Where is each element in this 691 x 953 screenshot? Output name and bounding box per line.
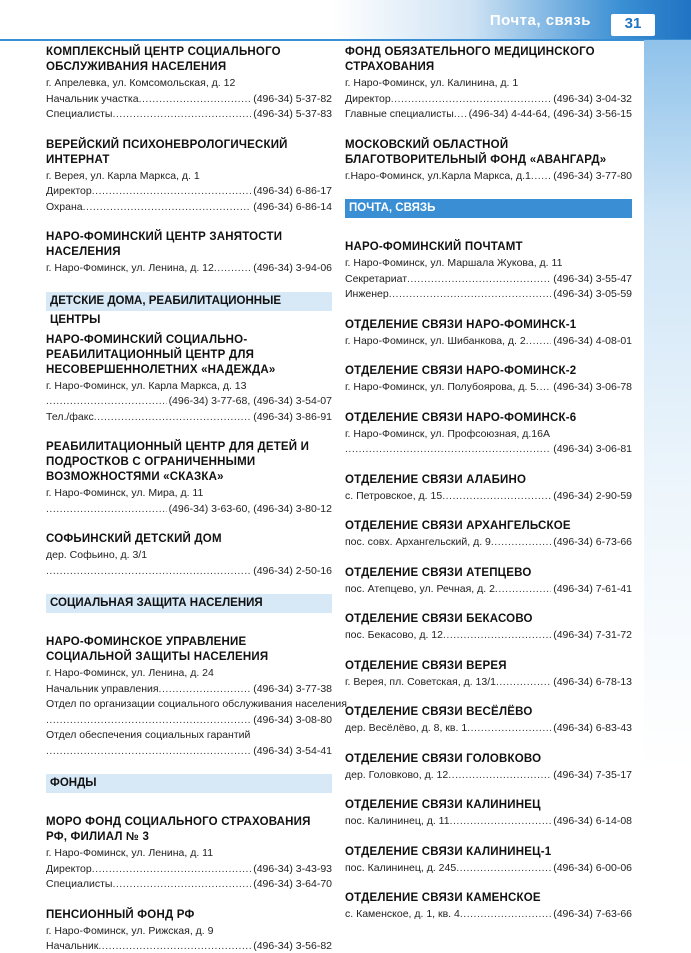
dot-leader [536, 380, 551, 396]
phone-number: (496-34) 2-50-16 [253, 564, 332, 577]
phone-number: (496-34) 5-37-82 [253, 92, 332, 105]
organization-entry [345, 473, 632, 505]
organization-title: КОМПЛЕКСНЫЙ ЦЕНТР СОЦИАЛЬНОГО ОБСЛУЖИВАНИЯ НАСЕЛЕНИЯ [46, 46, 281, 73]
directory-block [345, 240, 632, 923]
contact-label: г. Наро-Фоминск, ул. Полубоярова, д. 5 [345, 381, 537, 393]
phone-number: (496-34) 7-63-66 [553, 908, 632, 920]
organization-entry [46, 138, 332, 216]
dot-leader [46, 502, 167, 518]
organization-title: МОСКОВСКИЙ ОБЛАСТНОЙ БЛАГОТВОРИТЕЛЬНЫЙ ФОНД «АВАНГАРД» [345, 138, 607, 166]
contact-label: г.Наро-Фоминск, ул.Карла Маркса, д.1 [345, 169, 531, 182]
organization-entry [345, 364, 632, 396]
contact-label: пос. Бекасово, д. 12 [345, 629, 443, 641]
contact-label: дер. Головково, д. 12 [345, 768, 449, 781]
organization-title: ОТДЕЛЕНИЕ СВЯЗИ НАРО-ФОМИНСК-6 [345, 411, 577, 424]
dot-leader [46, 394, 167, 410]
dot-leader [92, 184, 251, 200]
organization-address: г. Наро-Фоминск, ул. Ленина, д. 11 [46, 847, 214, 859]
dot-leader [456, 861, 551, 877]
phone-number: (496-34) 3-08-80 [253, 713, 332, 726]
phone-number: (496-34) 6-83-43 [553, 722, 632, 734]
organization-entry [345, 45, 632, 123]
phone-number: (496-34) 3-04-32 [553, 92, 632, 105]
contact-label: Охрана [46, 200, 83, 213]
contact-label: Директор [46, 185, 92, 197]
organization-entry [345, 752, 632, 784]
organization-title: ФОНД ОБЯЗАТЕЛЬНОГО МЕДИЦИНСКОГО СТРАХОВАНИЯ [345, 46, 595, 73]
dot-leader [495, 582, 551, 598]
contact-line [46, 682, 332, 698]
phone-number: (496-34) 6-14-08 [553, 815, 632, 827]
left-column [46, 45, 347, 953]
contact-line [345, 442, 632, 458]
directory-block [46, 815, 332, 953]
phone-number: (496-34) 3-64-70 [253, 878, 332, 890]
dot-leader [448, 768, 551, 784]
contact-line [345, 907, 632, 923]
contact-line [46, 184, 332, 200]
directory-block [46, 333, 332, 580]
directory-block [46, 45, 332, 277]
dot-leader [389, 287, 552, 303]
contact-label: пос. Калининец, д. 245 [345, 861, 457, 874]
contact-line [46, 939, 332, 953]
contact-line [345, 287, 632, 303]
contact-line [345, 107, 632, 123]
dot-leader [491, 535, 551, 551]
phone-number: (496-34) 3-43-93 [253, 862, 332, 875]
dot-leader [460, 907, 551, 923]
organization-entry [46, 45, 332, 123]
contact-line [345, 489, 632, 505]
phone-number: (496-34) 5-37-83 [253, 108, 332, 120]
dot-leader [159, 682, 252, 698]
contact-line [345, 535, 632, 551]
dot-leader [46, 564, 251, 580]
contact-line [345, 675, 632, 691]
phone-number: (496-34) 2-90-59 [553, 489, 632, 502]
dot-leader [531, 169, 551, 185]
dot-leader [92, 862, 251, 878]
organization-entry [46, 333, 332, 426]
contact-line [46, 410, 332, 426]
contact-label: Начальник управления [46, 682, 159, 695]
phone-number: (496-34) 3-86-91 [253, 410, 332, 423]
contact-line [46, 261, 332, 277]
organization-title: РЕАБИЛИТАЦИОННЫЙ ЦЕНТР ДЛЯ ДЕТЕЙ И ПОДРОСТКОВ С ОГРАНИЧЕННЫМИ ВОЗМОЖНОСТЯМИ «СКАЗКА» [46, 441, 310, 483]
organization-address: г. Наро-Фоминск, ул. Мира, д. 11 [46, 487, 204, 499]
phone-number: (496-34) 3-55-47 [553, 272, 632, 285]
organization-entry [345, 845, 632, 877]
organization-title: НАРО-ФОМИНСКИЙ СОЦИАЛЬНО-РЕАБИЛИТАЦИОННЫЙ ЦЕНТР ДЛЯ НЕСОВЕРШЕННОЛЕТНИХ «НАДЕЖДА» [46, 333, 276, 376]
organization-address: г. Наро-Фоминск, ул. Рижская, д. 9 [46, 924, 214, 937]
phone-number: (496-34) 3-05-59 [553, 288, 632, 300]
organization-title: НАРО-ФОМИНСКИЙ ЦЕНТР ЗАНЯТОСТИ НАСЕЛЕНИЯ [46, 231, 283, 258]
contact-line [345, 380, 632, 396]
contact-line [345, 814, 632, 830]
organization-title: ОТДЕЛЕНИЕ СВЯЗИ ВЕРЕЯ [345, 659, 507, 672]
section-heading: ПОЧТА, СВЯЗЬ [345, 199, 632, 218]
contact-line [46, 862, 332, 878]
dot-leader [139, 92, 252, 108]
contact-label: дер. Весёлёво, д. 8, кв. 1 [345, 722, 468, 734]
right-column [345, 45, 632, 938]
organization-title: СОФЬИНСКИЙ ДЕТСКИЙ ДОМ [46, 533, 222, 545]
contact-line [46, 697, 347, 713]
organization-entry [345, 566, 632, 598]
contact-label: пос. Атепцево, ул. Речная, д. 2 [345, 582, 495, 595]
dot-leader [526, 334, 551, 350]
running-header-title: Почта, связь [489, 12, 591, 29]
organization-address: г. Наро-Фоминск, ул. Калинина, д. 1 [345, 77, 519, 89]
phone-number: (496-34) 3-77-80 [553, 169, 632, 182]
phone-number: (496-34) 7-61-41 [553, 582, 632, 595]
organization-title: МОРО ФОНД СОЦИАЛЬНОГО СТРАХОВАНИЯ РФ, ФИЛИАЛ № 3 [46, 816, 311, 843]
phone-number: (496-34) 6-86-17 [253, 185, 332, 197]
contact-label: Директор [345, 92, 391, 105]
organization-entry [46, 230, 332, 277]
section-heading: ДЕТСКИЕ ДОМА, РЕАБИЛИТАЦИОННЫЕ ЦЕНТРЫ [46, 292, 332, 311]
organization-address: г. Наро-Фоминск, ул. Карла Маркса, д. 13 [46, 379, 247, 392]
dot-leader [46, 713, 251, 729]
dot-leader [112, 877, 251, 893]
organization-title: ОТДЕЛЕНИЕ СВЯЗИ КАЛИНИНЕЦ [345, 799, 541, 811]
contact-label: Специалисты [46, 878, 113, 890]
organization-entry [345, 411, 632, 458]
organization-title: ОТДЕЛЕНИЕ СВЯЗИ НАРО-ФОМИНСК-2 [345, 365, 577, 377]
organization-title: ОТДЕЛЕНИЕ СВЯЗИ АТЕПЦЕВО [345, 566, 532, 579]
dot-leader [454, 107, 467, 123]
organization-entry [46, 532, 332, 579]
dot-leader [391, 92, 551, 108]
phone-number: (496-34) 3-77-68, (496-34) 3-54-07 [168, 395, 332, 407]
contact-line [345, 169, 632, 185]
contact-line [345, 582, 632, 598]
contact-line [46, 564, 332, 580]
organization-entry [46, 635, 347, 759]
dot-leader [46, 744, 251, 760]
phone-number: (496-34) 3-54-41 [253, 744, 332, 757]
contact-line [46, 744, 332, 760]
organization-entry [345, 659, 632, 691]
dot-leader [214, 261, 251, 277]
dot-leader [407, 272, 551, 288]
directory-block [345, 45, 632, 184]
section-heading: ФОНДЫ [46, 774, 332, 793]
phone-number: (496-34) 4-44-64, (496-34) 3-56-15 [468, 108, 632, 120]
phone-number: (496-34) 6-86-14 [253, 200, 332, 213]
organization-entry [46, 908, 332, 953]
contact-label: Тел./факс [46, 410, 94, 423]
organization-entry [345, 798, 632, 830]
section-heading: СОЦИАЛЬНАЯ ЗАЩИТА НАСЕЛЕНИЯ [46, 594, 332, 613]
contact-line [345, 768, 632, 784]
organization-entry [345, 318, 632, 350]
dot-leader [345, 442, 551, 458]
phone-number: (496-34) 6-78-13 [553, 675, 632, 688]
organization-title: ОТДЕЛЕНИЕ СВЯЗИ НАРО-ФОМИНСК-1 [345, 318, 577, 331]
contact-line [345, 861, 632, 877]
contact-line [46, 394, 332, 410]
contact-label: Главные специалисты [345, 108, 454, 120]
organization-address: г. Наро-Фоминск, ул. Ленина, д. 24 [46, 667, 214, 679]
organization-title: ОТДЕЛЕНИЕ СВЯЗИ АЛАБИНО [345, 473, 527, 486]
organization-entry [46, 815, 332, 893]
contact-label: Отдел обеспечения социальных гарантий [46, 729, 251, 741]
organization-address: г. Апрелевка, ул. Комсомольская, д. 12 [46, 77, 236, 89]
contact-line [46, 107, 332, 123]
contact-line [345, 92, 632, 108]
organization-title: ОТДЕЛЕНИЕ СВЯЗИ БЕКАСОВО [345, 613, 533, 625]
organization-title: ОТДЕЛЕНИЕ СВЯЗИ ГОЛОВКОВО [345, 752, 542, 765]
phone-number: (496-34) 3-63-60, (496-34) 3-80-12 [168, 502, 332, 515]
contact-label: г. Верея, пл. Советская, д. 13/1 [345, 675, 496, 688]
contact-line [46, 92, 332, 108]
header-divider [0, 39, 691, 41]
contact-label: Директор [46, 862, 92, 875]
organization-entry [345, 705, 632, 737]
dot-leader [467, 721, 551, 737]
contact-line [46, 200, 332, 216]
phone-number: (496-34) 3-06-81 [553, 443, 632, 455]
organization-title: ПЕНСИОННЫЙ ФОНД РФ [46, 908, 195, 921]
phone-number: (496-34) 3-94-06 [253, 262, 332, 274]
organization-entry [345, 519, 632, 551]
contact-line [345, 721, 632, 737]
organization-title: ОТДЕЛЕНИЕ СВЯЗИ КАМЕНСКОЕ [345, 892, 541, 904]
contact-label: Секретариат [345, 272, 408, 285]
contact-label: г. Наро-Фоминск, ул. Ленина, д. 12 [46, 262, 214, 274]
side-decoration-strip [644, 40, 691, 953]
dot-leader [496, 675, 551, 691]
dot-leader [94, 410, 251, 426]
directory-block [46, 635, 347, 759]
organization-title: НАРО-ФОМИНСКОЕ УПРАВЛЕНИЕ СОЦИАЛЬНОЙ ЗАЩИТЫ НАСЕЛЕНИЯ [46, 636, 269, 663]
organization-address: г. Наро-Фоминск, ул. Профсоюзная, д.16А [345, 427, 550, 440]
organization-entry [345, 891, 632, 923]
contact-label: с. Петровское, д. 15 [345, 489, 443, 502]
phone-number: (496-34) 3-56-82 [253, 940, 332, 952]
organization-title: ОТДЕЛЕНИЕ СВЯЗИ ВЕСЁЛЁВО [345, 706, 533, 718]
contact-label: Инженер [345, 288, 389, 300]
contact-line [46, 502, 332, 518]
contact-line [345, 272, 632, 288]
contact-line [46, 728, 332, 744]
dot-leader [83, 200, 252, 216]
organization-title: ОТДЕЛЕНИЕ СВЯЗИ КАЛИНИНЕЦ-1 [345, 845, 552, 858]
organization-title: НАРО-ФОМИНСКИЙ ПОЧТАМТ [345, 241, 523, 253]
organization-address: г. Наро-Фоминск, ул. Маршала Жукова, д. 11 [345, 257, 563, 269]
organization-address: дер. Софьино, д. 3/1 [46, 549, 148, 561]
organization-entry [345, 240, 632, 303]
organization-entry [46, 440, 332, 517]
contact-label: г. Наро-Фоминск, ул. Шибанкова, д. 2 [345, 334, 526, 347]
dot-leader [450, 814, 552, 830]
phone-number: (496-34) 3-06-78 [553, 381, 632, 393]
organization-entry [345, 612, 632, 644]
contact-label: пос. Калининец, д. 11 [345, 815, 450, 827]
phone-number: (496-34) 6-73-66 [553, 536, 632, 548]
phone-number: (496-34) 7-35-17 [553, 768, 632, 781]
contact-label: Начальник участка [46, 92, 139, 105]
organization-entry [345, 138, 632, 185]
dot-leader [98, 939, 251, 953]
contact-label: Начальник [46, 940, 99, 952]
dot-leader [442, 489, 551, 505]
phone-number: (496-34) 4-08-01 [553, 334, 632, 347]
phone-number: (496-34) 6-00-06 [553, 861, 632, 874]
contact-label: Специалисты [46, 108, 113, 120]
dot-leader [443, 628, 551, 644]
phone-number: (496-34) 3-77-38 [253, 682, 332, 695]
organization-title: ОТДЕЛЕНИЕ СВЯЗИ АРХАНГЕЛЬСКОЕ [345, 520, 571, 532]
contact-label: пос. совх. Архангельский, д. 9 [345, 536, 491, 548]
page-number: 31 [624, 15, 642, 32]
dot-leader [112, 107, 251, 123]
organization-address: г. Верея, ул. Карла Маркса, д. 1 [46, 169, 200, 182]
contact-line [46, 877, 332, 893]
contact-label: с. Каменское, д. 1, кв. 4 [345, 908, 460, 920]
phone-number: (496-34) 7-31-72 [553, 629, 632, 641]
organization-title: ВЕРЕЙСКИЙ ПСИХОНЕВРОЛОГИЧЕСКИЙ ИНТЕРНАТ [46, 138, 288, 166]
contact-line [345, 334, 632, 350]
contact-label: Отдел по организации социального обслуживания населения [46, 698, 347, 710]
contact-line [345, 628, 632, 644]
contact-line [46, 713, 332, 729]
